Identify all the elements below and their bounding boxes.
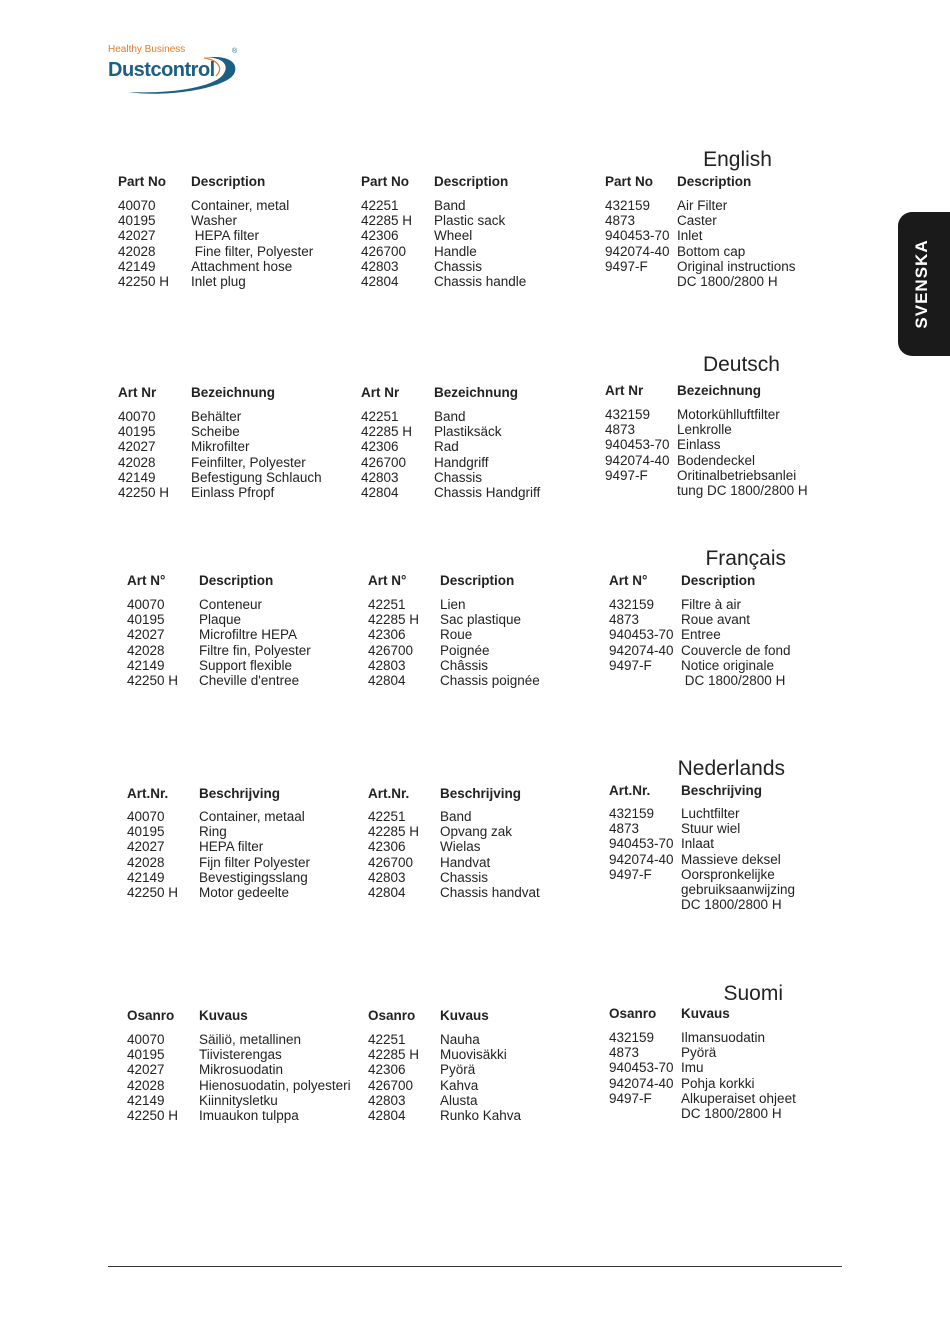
part-description: Inlaat	[681, 836, 715, 852]
part-number: 42251	[368, 597, 406, 612]
part-description: Chassis	[440, 869, 489, 885]
part-description: Band	[440, 809, 472, 824]
description-header: Beschrijving	[681, 783, 763, 798]
part-number: 42028	[118, 454, 156, 470]
part-description: Washer	[191, 213, 238, 229]
part-number: 432159	[605, 407, 651, 422]
part-description: Wheel	[434, 228, 473, 244]
part-description: Mikrofilter	[191, 439, 250, 455]
part-description: Wielas	[440, 839, 481, 855]
part-number: 426700	[368, 1077, 414, 1093]
part-description: Band	[434, 409, 466, 424]
description-header: Kuvaus	[681, 1006, 730, 1021]
part-number: 942074-40	[609, 1075, 674, 1091]
part-description: Filtre à air	[681, 597, 742, 612]
part-number: 40195	[127, 1047, 165, 1063]
part-description: Opvang zak	[440, 824, 513, 840]
part-number: 432159	[605, 198, 651, 213]
part-description: HEPA filter	[191, 228, 260, 244]
part-number: 40195	[118, 213, 156, 229]
part-number: 9497-F	[605, 258, 648, 274]
part-number: 426700	[368, 642, 414, 658]
part-number: 42027	[127, 1062, 165, 1078]
part-number-header: Art Nr	[118, 385, 157, 400]
part-description: Alusta	[440, 1092, 478, 1108]
part-number: 42250 H	[118, 273, 170, 289]
part-number: 9497-F	[605, 467, 648, 483]
language-heading: Nederlands	[677, 757, 785, 780]
part-number-header: Art.Nr.	[127, 786, 169, 801]
part-description: gebruiksaanwijzing	[681, 881, 796, 897]
part-number-header: Art Nr	[605, 383, 644, 398]
part-number: 40070	[118, 198, 156, 213]
part-description: Chassis Handgriff	[434, 484, 541, 500]
part-number: 9497-F	[609, 657, 652, 673]
description-header: Description	[199, 573, 274, 588]
part-description: Roue avant	[681, 612, 751, 628]
logo-tagline: Healthy Business	[108, 44, 186, 55]
part-description: Fine filter, Polyester	[191, 243, 314, 259]
part-description: Motor gedeelte	[199, 884, 290, 900]
part-number: 42250 H	[118, 484, 170, 500]
part-number-header: Art N°	[368, 573, 407, 588]
part-number: 42251	[361, 198, 399, 213]
part-number: 4873	[609, 821, 640, 837]
registered-mark: ®	[232, 48, 238, 55]
part-number: 42251	[361, 409, 399, 424]
part-number: 42027	[127, 839, 165, 855]
part-description: Alkuperaiset ohjeet	[681, 1090, 796, 1106]
part-description: Air Filter	[677, 198, 728, 213]
part-number: 42028	[127, 1077, 165, 1093]
part-description: Mikrosuodatin	[199, 1062, 284, 1078]
part-number: 40070	[127, 1032, 165, 1047]
part-number: 4873	[609, 612, 640, 628]
part-description: Support flexible	[199, 657, 293, 673]
part-description: Scheibe	[191, 424, 240, 440]
part-number: 40070	[118, 409, 156, 424]
part-description: Caster	[677, 213, 717, 229]
part-number: 42149	[127, 869, 165, 885]
part-description: Hienosuodatin, polyesteri	[199, 1077, 351, 1093]
part-description: Muovisäkki	[440, 1047, 507, 1063]
part-number-header: Art.Nr.	[609, 783, 651, 798]
part-number: 42803	[368, 657, 406, 673]
part-number: 42804	[361, 484, 399, 500]
part-description: Pohja korkki	[681, 1075, 755, 1091]
part-description: Nauha	[440, 1032, 480, 1047]
part-description: Kahva	[440, 1077, 479, 1093]
part-description: Couvercle de fond	[681, 642, 791, 658]
part-number: 42149	[127, 657, 165, 673]
part-description: Chassis handle	[434, 273, 527, 289]
part-description: Bevestigingsslang	[199, 869, 308, 885]
description-header: Kuvaus	[199, 1008, 248, 1023]
part-description: Motorkühlluftfilter	[677, 407, 780, 422]
part-number: 42027	[118, 228, 156, 244]
description-header: Beschrijving	[199, 786, 281, 801]
part-number: 940453-70	[609, 836, 674, 852]
part-number: 432159	[609, 597, 655, 612]
part-description: Ring	[199, 824, 227, 840]
part-description: Container, metaal	[199, 809, 305, 824]
part-description: Bottom cap	[677, 243, 746, 259]
dustcontrol-logo	[108, 44, 248, 96]
part-description: Inlet plug	[191, 273, 246, 289]
footer-divider	[108, 1266, 842, 1267]
description-header: Description	[677, 174, 752, 189]
part-description: Container, metal	[191, 198, 290, 213]
part-description: Handvat	[440, 854, 491, 870]
part-description: Chassis poignée	[440, 672, 540, 688]
part-number: 42804	[368, 1107, 406, 1123]
part-description: Handle	[434, 243, 477, 259]
part-description: Lenkrolle	[677, 422, 732, 438]
part-number: 9497-F	[609, 1090, 652, 1106]
part-number: 942074-40	[609, 642, 674, 658]
language-heading: Français	[705, 547, 786, 570]
part-number: 40195	[127, 824, 165, 840]
part-number: 426700	[368, 854, 414, 870]
language-heading: English	[703, 148, 772, 171]
part-number: 940453-70	[605, 437, 670, 453]
part-description: Luchtfilter	[681, 806, 740, 821]
part-description: Cheville d'entree	[199, 672, 300, 688]
part-number: 42285 H	[361, 424, 413, 440]
part-description: Handgriff	[434, 454, 489, 470]
description-header: Description	[681, 573, 756, 588]
part-description: Conteneur	[199, 597, 263, 612]
part-description: Pyörä	[440, 1062, 476, 1078]
part-description: Säiliö, metallinen	[199, 1032, 302, 1047]
part-description: DC 1800/2800 H	[677, 273, 778, 289]
part-description: Sac plastique	[440, 612, 522, 628]
part-description: Massieve deksel	[681, 851, 781, 867]
part-number: 42285 H	[361, 213, 413, 229]
part-description: Ilmansuodatin	[681, 1030, 766, 1045]
part-number: 42804	[361, 273, 399, 289]
part-number: 4873	[609, 1045, 640, 1061]
part-number: 9497-F	[609, 866, 652, 882]
part-description: DC 1800/2800 H	[681, 1105, 782, 1121]
language-side-tab	[898, 212, 950, 356]
part-number-header: Art Nr	[361, 385, 400, 400]
part-number: 4873	[605, 422, 636, 438]
part-description: Rad	[434, 439, 459, 455]
part-number: 42804	[368, 884, 406, 900]
part-description: Châssis	[440, 657, 489, 673]
part-description: Chassis handvat	[440, 884, 540, 900]
part-number: 432159	[609, 806, 655, 821]
part-number: 42306	[368, 839, 406, 855]
part-number: 4873	[605, 213, 636, 229]
part-description: Bodendeckel	[677, 452, 756, 468]
part-number: 42285 H	[368, 1047, 420, 1063]
part-number-header: Art N°	[127, 573, 166, 588]
language-heading: Deutsch	[702, 353, 780, 376]
part-description: Roue	[440, 627, 473, 643]
description-header: Description	[440, 573, 515, 588]
part-number: 42803	[361, 258, 399, 274]
part-number: 42803	[368, 869, 406, 885]
description-header: Description	[191, 174, 266, 189]
part-number: 42306	[368, 1062, 406, 1078]
part-number: 42028	[127, 854, 165, 870]
part-description: Filtre fin, Polyester	[199, 642, 311, 658]
part-number: 42028	[127, 642, 165, 658]
part-number: 42285 H	[368, 612, 420, 628]
part-description: DC 1800/2800 H	[681, 897, 782, 913]
part-description: Behälter	[191, 409, 242, 424]
part-number: 942074-40	[609, 851, 674, 867]
part-number-header: Art N°	[609, 573, 648, 588]
side-tab-label: SVENSKA	[912, 239, 931, 329]
part-number: 42251	[368, 809, 406, 824]
part-number: 42306	[361, 228, 399, 244]
part-description: Imuaukon tulppa	[199, 1107, 299, 1123]
part-description: Oritinalbetriebsanlei	[677, 467, 797, 483]
part-number: 40195	[127, 612, 165, 628]
part-description: Lien	[440, 597, 466, 612]
part-number: 432159	[609, 1030, 655, 1045]
part-number: 42027	[127, 627, 165, 643]
description-header: Bezeichnung	[434, 385, 519, 400]
language-heading: Suomi	[723, 982, 783, 1005]
part-number: 42250 H	[127, 672, 179, 688]
part-description: tung DC 1800/2800 H	[677, 482, 808, 498]
part-number: 42251	[368, 1032, 406, 1047]
part-number-header: Part No	[118, 174, 167, 189]
part-description: Einlass	[677, 437, 721, 453]
part-number-header: Part No	[605, 174, 654, 189]
part-description: Attachment hose	[191, 258, 293, 274]
part-description: Plaque	[199, 612, 242, 628]
part-number: 42804	[368, 672, 406, 688]
part-number: 40070	[127, 597, 165, 612]
part-description: Plastiksäck	[434, 424, 502, 440]
part-description: Notice originale	[681, 657, 775, 673]
logo-brand-name: Dustcontrol	[108, 59, 215, 81]
part-number: 40195	[118, 424, 156, 440]
part-number: 426700	[361, 454, 407, 470]
part-number-header: Osanro	[609, 1006, 657, 1021]
part-description: Pyörä	[681, 1045, 717, 1061]
part-description: Microfiltre HEPA	[199, 627, 298, 643]
part-description: Befestigung Schlauch	[191, 469, 322, 485]
description-header: Description	[434, 174, 509, 189]
part-description: Entree	[681, 627, 721, 643]
part-number: 42285 H	[368, 824, 420, 840]
description-header: Kuvaus	[440, 1008, 489, 1023]
part-number: 42027	[118, 439, 156, 455]
part-number-header: Osanro	[368, 1008, 416, 1023]
part-description: Runko Kahva	[440, 1107, 522, 1123]
part-number: 42149	[127, 1092, 165, 1108]
part-description: Chassis	[434, 469, 483, 485]
part-description: Feinfilter, Polyester	[191, 454, 306, 470]
part-number: 42149	[118, 258, 156, 274]
part-number: 940453-70	[609, 1060, 674, 1076]
part-number: 940453-70	[605, 228, 670, 244]
part-number: 426700	[361, 243, 407, 259]
part-description: Imu	[681, 1060, 704, 1076]
part-description: Band	[434, 198, 466, 213]
part-number: 42306	[368, 627, 406, 643]
part-description: Einlass Pfropf	[191, 484, 275, 500]
part-number: 42250 H	[127, 884, 179, 900]
part-number-header: Part No	[361, 174, 410, 189]
part-number: 942074-40	[605, 452, 670, 468]
part-description: Poignée	[440, 642, 490, 658]
part-description: Chassis	[434, 258, 483, 274]
description-header: Bezeichnung	[677, 383, 762, 398]
part-number-header: Osanro	[127, 1008, 175, 1023]
description-header: Bezeichnung	[191, 385, 276, 400]
part-number: 42306	[361, 439, 399, 455]
description-header: Beschrijving	[440, 786, 522, 801]
part-number: 40070	[127, 809, 165, 824]
part-description: Stuur wiel	[681, 821, 741, 837]
part-description: Inlet	[677, 228, 703, 244]
part-number-header: Art.Nr.	[368, 786, 410, 801]
part-description: Tiivisterengas	[199, 1047, 282, 1063]
part-description: Plastic sack	[434, 213, 506, 229]
part-number: 940453-70	[609, 627, 674, 643]
part-number: 42149	[118, 469, 156, 485]
part-number: 42250 H	[127, 1107, 179, 1123]
part-description: Original instructions	[677, 258, 796, 274]
part-description: HEPA filter	[199, 839, 264, 855]
part-description: Kiinnitysletku	[199, 1092, 278, 1108]
part-number: 942074-40	[605, 243, 670, 259]
part-number: 42028	[118, 243, 156, 259]
part-number: 42803	[368, 1092, 406, 1108]
part-number: 42803	[361, 469, 399, 485]
part-description: Fijn filter Polyester	[199, 854, 311, 870]
part-description: DC 1800/2800 H	[681, 672, 786, 688]
part-description: Oorspronkelijke	[681, 866, 775, 882]
